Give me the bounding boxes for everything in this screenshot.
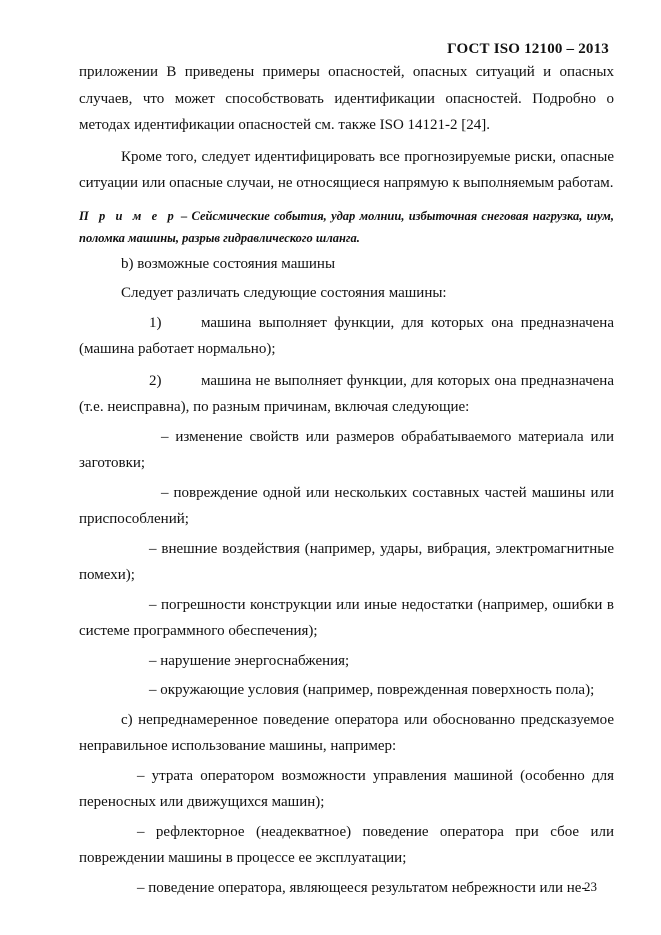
dash-item: – изменение свойств или размеров обрабатываемого материала или заготовки; <box>79 428 614 471</box>
note <box>79 205 614 249</box>
paragraph: приложении В приведены примеры опасностей, опасных ситуаций и опасных случаев, что может способствовать идентификации опасностей. Подробно о методах идентификации опасностей см. также ISO 14121-2 [24]. <box>79 64 614 133</box>
page-number: 23 <box>584 879 597 894</box>
item-text: машина не выполняет функции, для которых она предназначена (т.е. неисправна), по разным причинам, включая следующие: <box>79 372 614 415</box>
paragraph: Следует различать следующие состояния машины: <box>121 285 447 301</box>
dash-item: – поведение оператора, являющееся результатом небрежности или не- <box>137 879 587 896</box>
dash-item: – утрата оператором возможности управления машиной (особенно для переносных или движущихся машин); <box>79 767 614 810</box>
dash-item: – повреждение одной или нескольких составных частей машины или приспособлений; <box>79 484 614 527</box>
document-header: ГОСТ ISO 12100 – 2013 <box>447 41 609 57</box>
item-text: машина выполняет функции, для которых она предназначена (машина работает нормально); <box>79 314 614 357</box>
list-item-c: с) непреднамеренное поведение оператора или обоснованно предсказуемое неправильное использование машины, например: <box>79 711 614 754</box>
dash-item: – рефлекторное (неадекватное) поведение оператора при сбое или повреждении машины в процессе ее эксплуатации; <box>79 823 614 866</box>
dash-item: – внешние воздействия (например, удары, вибрация, электромагнитные помехи); <box>79 540 614 583</box>
note-text: – Сейсмические события, удар молнии, избыточная снеговая нагрузка, шум, поломка машины, разрыв гидравлического шланга. <box>79 208 614 245</box>
paragraph: Кроме того, следует идентифицировать все прогнозируемые риски, опасные ситуации или опасные случаи, не относящиеся напрямую к выполняемым работам. <box>79 148 614 191</box>
document-body <box>79 59 614 901</box>
list-item-b: b) возможные состояния машины <box>121 255 336 272</box>
dash-item: – окружающие условия (например, поврежденная поверхность пола); <box>149 682 595 698</box>
item-number: 1) <box>149 314 162 331</box>
item-number: 2) <box>149 372 162 389</box>
numbered-item-1 <box>79 310 614 363</box>
dash-item: – погрешности конструкции или иные недостатки (например, ошибки в системе программного обеспечения); <box>79 596 614 639</box>
dash-item: – нарушение энергоснабжения; <box>149 652 350 669</box>
note-label: П р и м е р <box>79 208 177 223</box>
numbered-item-2 <box>79 368 614 421</box>
